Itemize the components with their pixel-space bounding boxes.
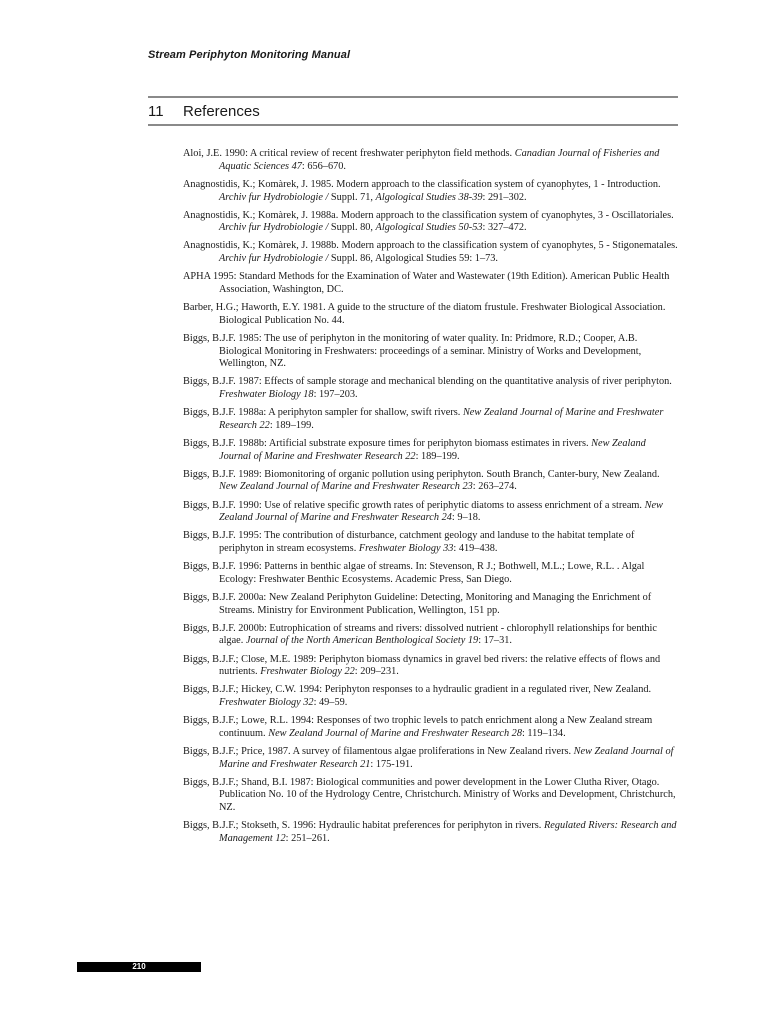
reference-source-italic: Archiv fur Hydrobiologie / xyxy=(219,253,329,265)
reference-entry xyxy=(183,777,678,815)
reference-entry xyxy=(183,148,678,174)
section-rule-bottom xyxy=(148,124,678,126)
reference-entry xyxy=(183,592,678,618)
section-number: 11 xyxy=(148,103,164,120)
reference-source-italic: Freshwater Biology 22 xyxy=(260,666,355,678)
reference-text: : 419–438. xyxy=(453,543,498,555)
reference-text: Biggs, B.J.F. 1988a: A periphyton sampler for shallow, swift rivers. xyxy=(183,407,463,419)
reference-entry xyxy=(183,333,678,371)
reference-text: : 175-191. xyxy=(370,758,413,770)
reference-text: Biggs, B.J.F. 1990: Use of relative specific growth rates of periphytic diatoms to assess enrichment of a stream. xyxy=(183,499,645,511)
reference-entry xyxy=(183,469,678,495)
reference-text: Biggs, B.J.F. 1988b: Artificial substrate exposure times for periphyton biomass estimates in rivers. xyxy=(183,437,592,449)
reference-entry xyxy=(183,561,678,587)
reference-text: Biggs, B.J.F.; Close, M.E. 1989: Periphyton biomass dynamics in gravel bed rivers: the relative effects of flows and nutrients. xyxy=(183,653,661,678)
reference-text: : 263–274. xyxy=(472,481,517,493)
reference-source-italic: New Zealand Journal of Marine and Freshwater Research 28 xyxy=(268,727,522,739)
reference-text: : 9–18. xyxy=(451,512,481,524)
reference-entry xyxy=(183,530,678,556)
reference-source-italic: Freshwater Biology 32 xyxy=(219,697,314,709)
reference-entry xyxy=(183,376,678,402)
reference-entry xyxy=(183,179,678,205)
section-heading xyxy=(148,103,260,120)
reference-text: : 251–261. xyxy=(285,832,330,844)
reference-entry xyxy=(183,654,678,680)
reference-entry xyxy=(183,240,678,266)
reference-entry xyxy=(183,271,678,297)
reference-text: Biggs, B.J.F. 2000a: New Zealand Periphyton Guideline: Detecting, Monitoring and Managing the Enrichment of Streams. Ministry for Environment Publication, Wellington, 151 pp. xyxy=(183,591,652,616)
reference-text: Anagnostidis, K.; Komàrek, J. 1988a. Modern approach to the classification system of cyanophytes, 3 - Oscillatoriales. xyxy=(183,209,674,221)
reference-text: Biggs, B.J.F.; Lowe, R.L. 1994: Responses of two trophic levels to patch enrichment along a New Zealand stream continuum. xyxy=(183,715,653,739)
reference-entry xyxy=(183,746,678,772)
reference-source-italic: Archiv fur Hydrobiologie / xyxy=(219,222,329,234)
reference-source-italic: New Zealand Journal of Marine and Freshwater Research 21 xyxy=(219,745,674,770)
reference-text: Suppl. 71, xyxy=(328,191,376,203)
reference-text: : 49–59. xyxy=(313,697,348,709)
reference-text: Biggs, B.J.F. 1996: Patterns in benthic algae of streams. In: Stevenson, R J.; Bothwell, M.L.; Lowe, R.L. . Algal Ecology: Freshwater Benthic Ecosystems. Academic Press, San Diego. xyxy=(183,561,645,585)
reference-source-italic: Journal of the North American Benthological Society 19 xyxy=(245,635,479,647)
running-header: Stream Periphyton Monitoring Manual xyxy=(148,49,351,61)
reference-entry xyxy=(183,210,678,236)
reference-text: Biggs, B.J.F. 2000b: Eutrophication of streams and rivers: dissolved nutrient - chlorophyll relationships for benthic algae. xyxy=(183,622,657,647)
section-title: References xyxy=(183,103,260,120)
reference-text: : 17–31. xyxy=(478,635,512,647)
reference-source-italic: Archiv fur Hydrobiologie / xyxy=(219,191,329,203)
reference-text: Anagnostidis, K.; Komàrek, J. 1988b. Modern approach to the classification system of cyanophytes, 5 - Stigonematales. xyxy=(183,240,678,252)
reference-text: Suppl. 86, Algological Studies 59: 1–73. xyxy=(328,253,498,265)
reference-text: Biggs, B.J.F.; Shand, B.I. 1987: Biological communities and power development in the Lower Clutha River, Otago. Publication No. 10 of the Hydrology Centre, Christchurch. Ministry of Works and Development, Christchurch, NZ. xyxy=(183,776,676,814)
reference-source-italic: New Zealand Journal of Marine and Freshwater Research 22 xyxy=(219,407,664,431)
reference-source-italic: New Zealand Journal of Marine and Freshwater Research 22 xyxy=(219,437,646,462)
reference-text: Biggs, B.J.F. 1985: The use of periphyton in the monitoring of water quality. In: Pridmore, R.D.; Cooper, A.B. Biological Monitoring in Freshwaters: proceedings of a seminar. Ministry of Works and Development, Wellington, NZ. xyxy=(183,332,642,370)
reference-text: Biggs, B.J.F.; Hickey, C.W. 1994: Periphyton responses to a hydraulic gradient in a regulated river, New Zealand. xyxy=(183,684,652,696)
reference-source-italic: Freshwater Biology 33 xyxy=(358,543,454,555)
reference-entry xyxy=(183,820,678,846)
reference-entry xyxy=(183,438,678,464)
reference-text: Aloi, J.E. 1990: A critical review of recent freshwater periphyton field methods. xyxy=(183,148,515,159)
reference-text: APHA 1995: Standard Methods for the Examination of Water and Wastewater (19th Edition). American Public Health Association, Washington, DC. xyxy=(183,271,670,295)
reference-source-italic: Algological Studies 50-53 xyxy=(375,222,483,234)
reference-text: : 209–231. xyxy=(354,666,399,678)
reference-source-italic: Freshwater Biology 18 xyxy=(219,389,314,401)
reference-text: : 327–472. xyxy=(482,222,527,234)
reference-text: Biggs, B.J.F. 1987: Effects of sample storage and mechanical blending on the quantitative analysis of river periphyton. xyxy=(183,376,672,388)
reference-entry xyxy=(183,407,678,433)
reference-source-italic: Regulated Rivers: Research and Management 12 xyxy=(219,820,677,844)
reference-list xyxy=(183,148,678,851)
reference-entry xyxy=(183,500,678,526)
reference-text: : 119–134. xyxy=(521,727,566,739)
reference-entry xyxy=(183,684,678,710)
reference-text: : 197–203. xyxy=(313,389,358,401)
reference-text: Biggs, B.J.F. 1989: Biomonitoring of organic pollution using periphyton. South Branch, Canter-bury, New Zealand. xyxy=(183,468,660,480)
reference-text: : 189–199. xyxy=(269,419,314,431)
reference-entry xyxy=(183,302,678,328)
reference-source-italic: New Zealand Journal of Marine and Freshwater Research 24 xyxy=(219,499,663,524)
reference-text: Biggs, B.J.F.; Stokseth, S. 1996: Hydraulic habitat preferences for periphyton in rivers. xyxy=(183,820,544,832)
reference-entry xyxy=(183,715,678,741)
reference-source-italic: Canadian Journal of Fisheries and Aquatic Sciences 47 xyxy=(219,148,660,172)
page-number: 210 xyxy=(132,962,146,971)
reference-text: : 656–670. xyxy=(301,160,346,172)
reference-text: Biggs, B.J.F.; Price, 1987. A survey of filamentous algae proliferations in New Zealand rivers. xyxy=(183,745,574,757)
reference-text: : 291–302. xyxy=(482,191,527,203)
reference-source-italic: Algological Studies 38-39 xyxy=(375,191,483,203)
section-rule-top xyxy=(148,96,678,98)
reference-source-italic: New Zealand Journal of Marine and Freshwater Research 23 xyxy=(219,481,473,493)
reference-entry xyxy=(183,623,678,649)
reference-text: Biggs, B.J.F. 1995: The contribution of disturbance, catchment geology and landuse to the habitat template of periphyton in stream ecosystems. xyxy=(183,530,635,555)
reference-text: : 189–199. xyxy=(415,450,460,462)
reference-text: Anagnostidis, K.; Komàrek, J. 1985. Modern approach to the classification system of cyanophytes, 1 - Introduction. xyxy=(183,178,661,190)
reference-text: Barber, H.G.; Haworth, E.Y. 1981. A guide to the structure of the diatom frustule. Freshwater Biological Association. Biological Publication No. 44. xyxy=(183,301,666,326)
reference-text: Suppl. 80, xyxy=(328,222,376,234)
